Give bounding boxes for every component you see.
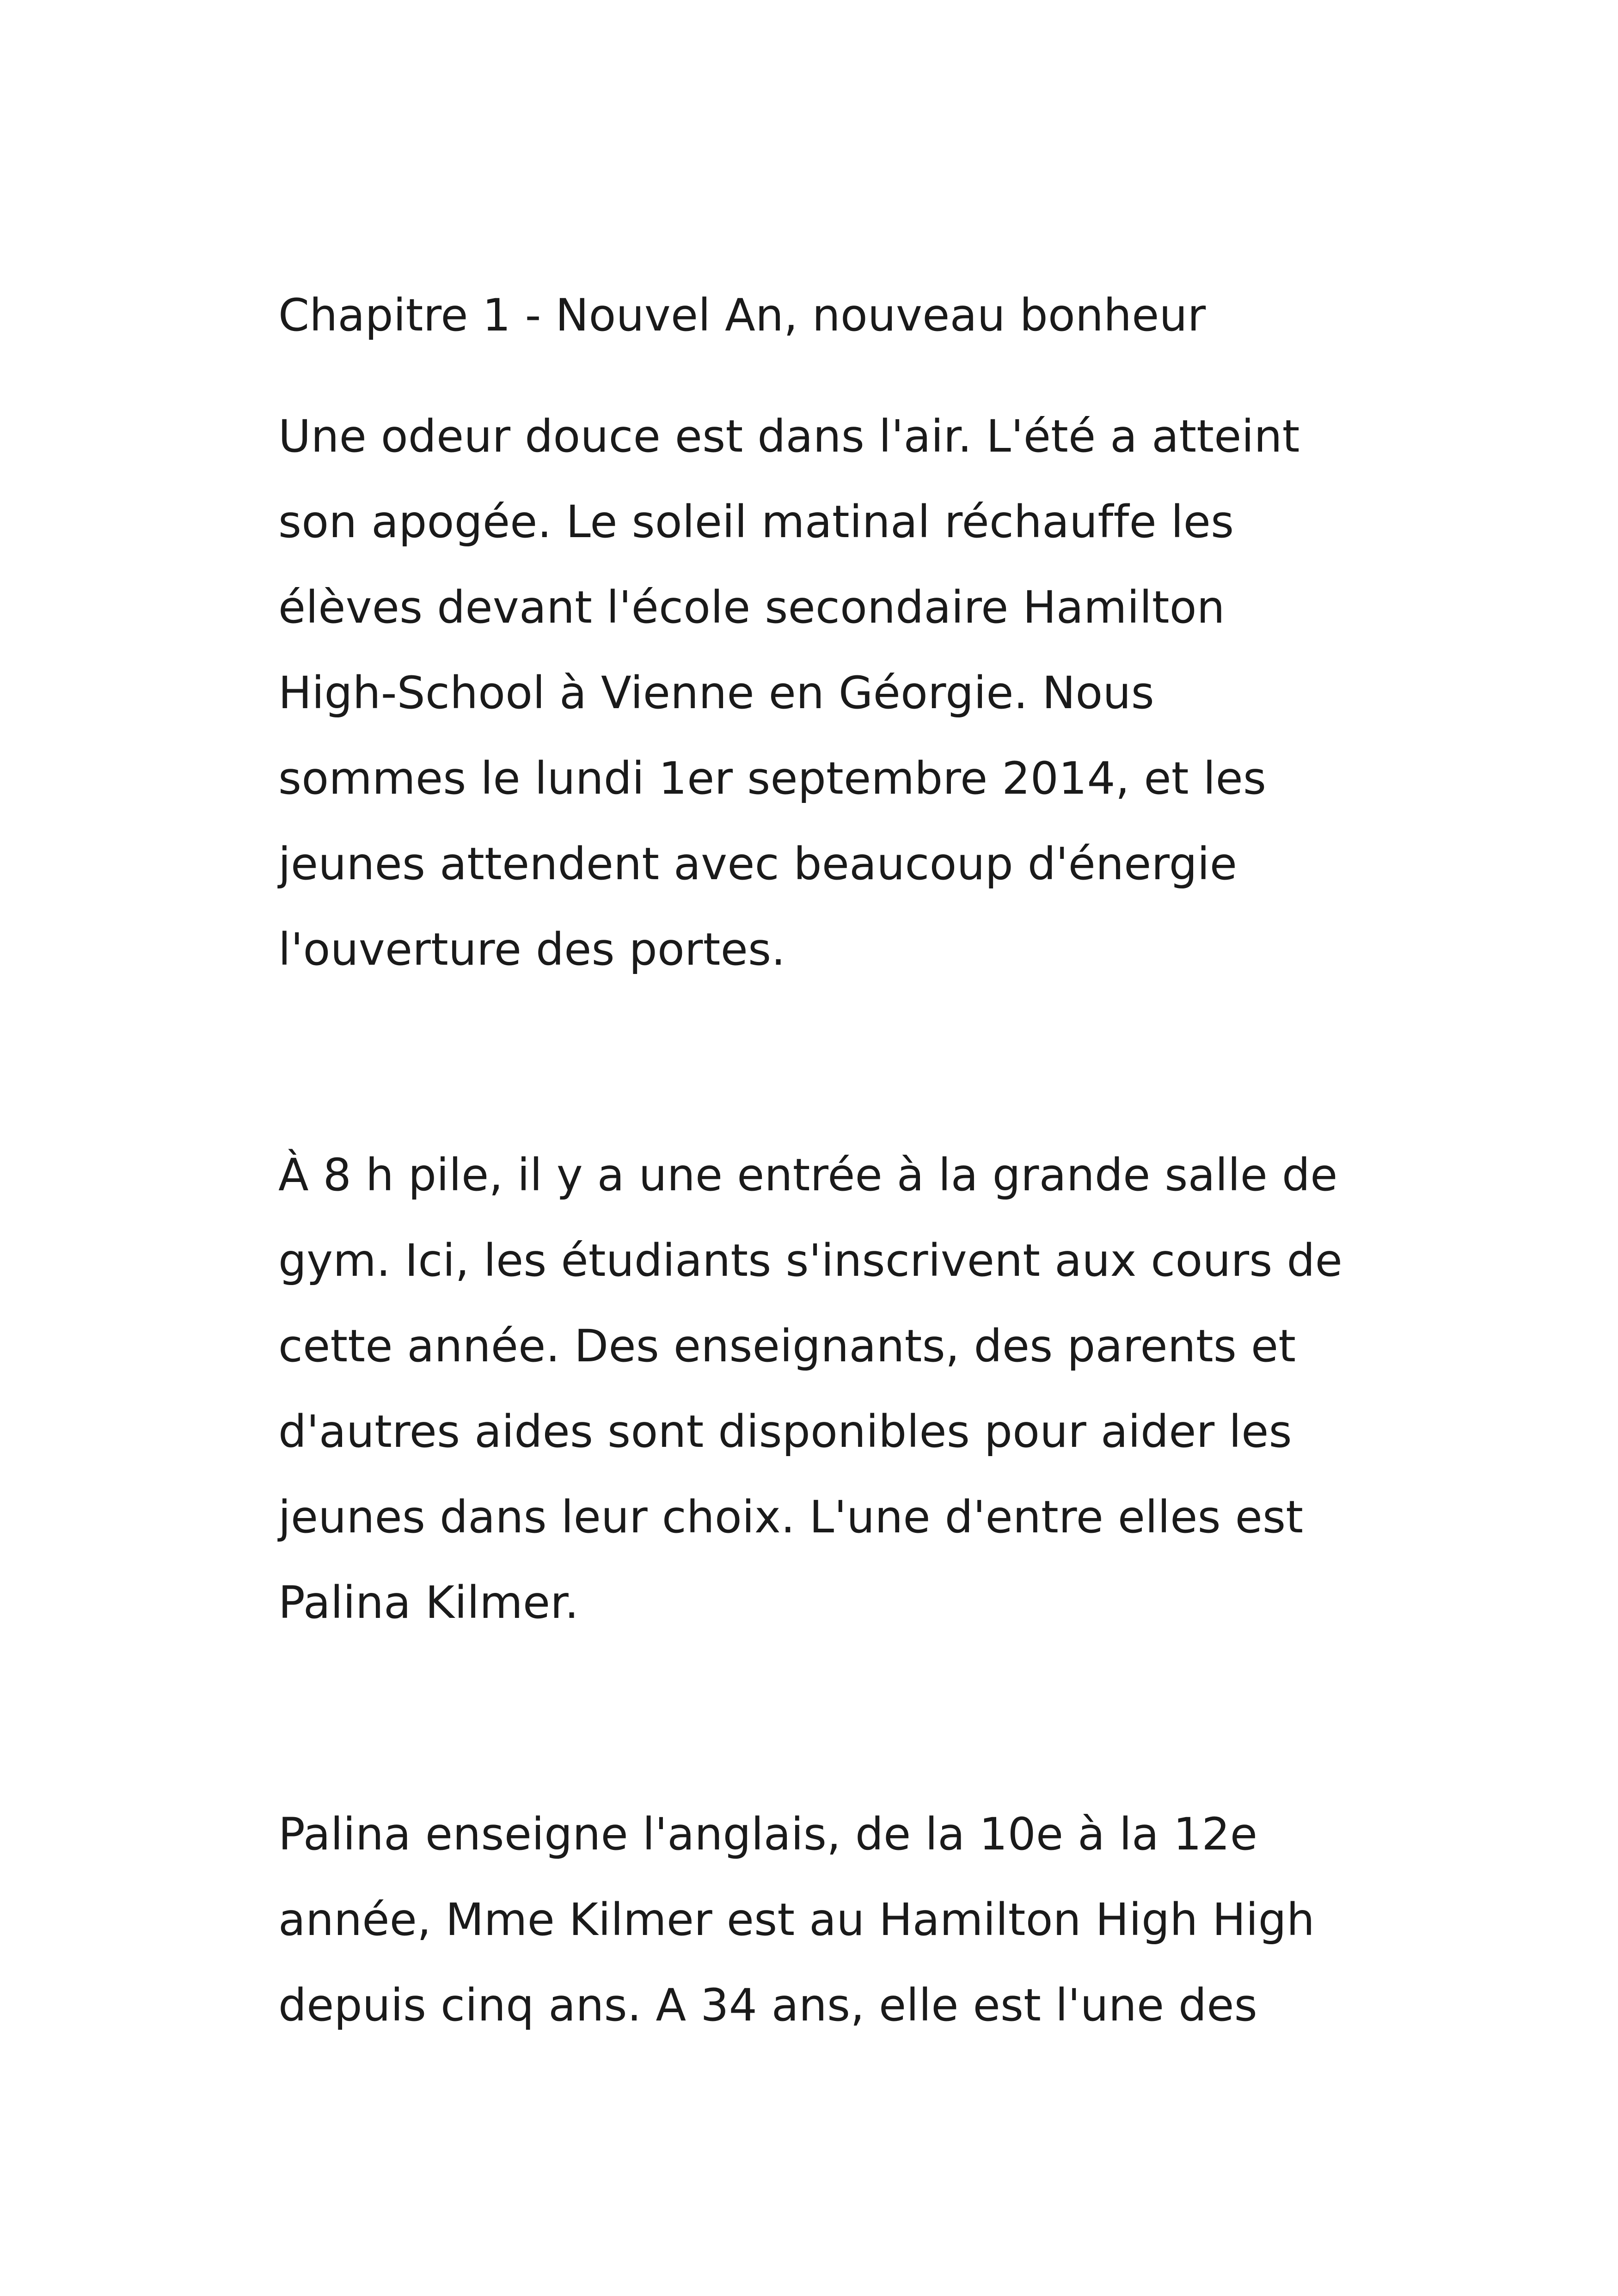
paragraph-line: d'autres aides sont disponibles pour aider les <box>278 1406 1292 1457</box>
paragraph-line: sommes le lundi 1er septembre 2014, et les <box>278 753 1267 804</box>
paragraph-line: À 8 h pile, il y a une entrée à la grande salle de <box>278 1149 1338 1201</box>
paragraph-line: Palina enseigne l'anglais, de la 10e à la 12e <box>278 1808 1258 1860</box>
paragraph-line: jeunes dans leur choix. L'une d'entre elles est <box>278 1491 1304 1543</box>
paragraph-line: Une odeur douce est dans l'air. L'été a atteint <box>278 410 1300 462</box>
chapter-title-text: Chapitre 1 - Nouvel An, nouveau bonheur <box>278 289 1206 341</box>
paragraph-line: cette année. Des enseignants, des parents et <box>278 1320 1296 1372</box>
paragraph-line: High-School à Vienne en Géorgie. Nous <box>278 667 1155 719</box>
paragraph-line: son apogée. Le soleil matinal réchauffe les <box>278 496 1234 548</box>
paragraph-line: élèves devant l'école secondaire Hamilton <box>278 582 1225 633</box>
paragraph-line: jeunes attendent avec beaucoup d'énergie <box>278 838 1238 890</box>
paragraph-line: l'ouverture des portes. <box>278 924 786 975</box>
paragraph-line: Palina Kilmer. <box>278 1577 579 1629</box>
paragraph-3 <box>278 1792 1388 2048</box>
paragraph-2 <box>278 1133 1388 1646</box>
paragraph-line: depuis cinq ans. A 34 ans, elle est l'une des <box>278 1979 1258 2031</box>
paragraph-1 <box>278 394 1388 992</box>
paragraph-line: gym. Ici, les étudiants s'inscrivent aux cours de <box>278 1235 1343 1286</box>
paragraph-line: année, Mme Kilmer est au Hamilton High High <box>278 1894 1315 1946</box>
chapter-title <box>278 273 1388 358</box>
